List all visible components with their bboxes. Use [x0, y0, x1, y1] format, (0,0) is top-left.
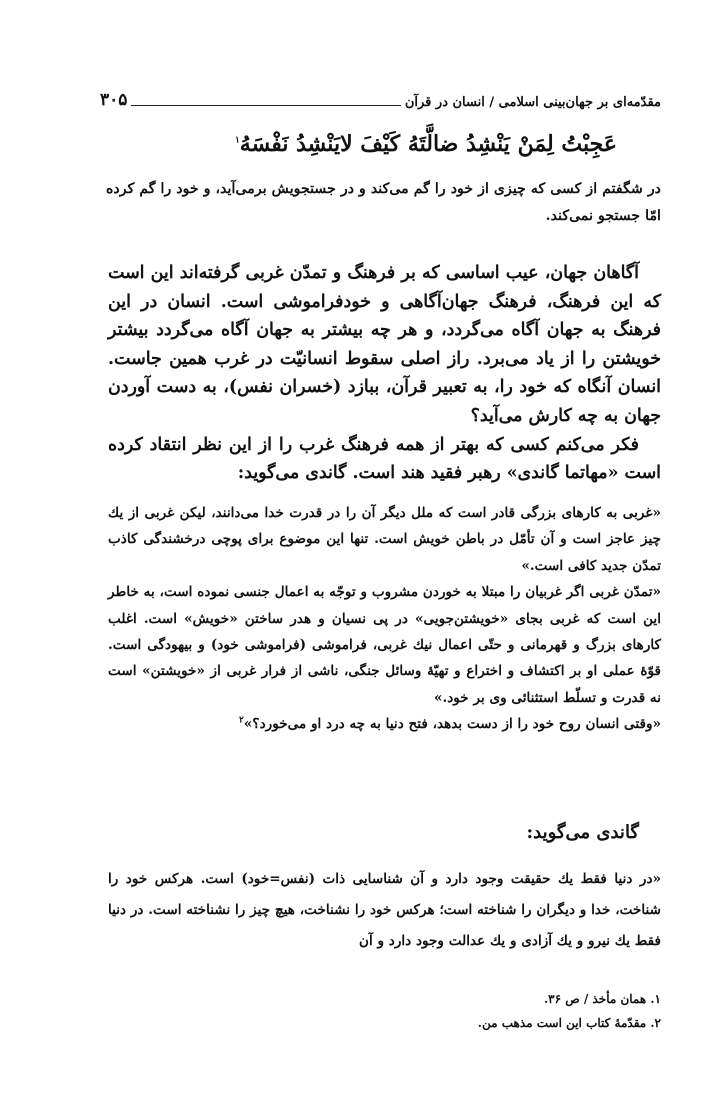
block-quote: «تمدّن غربی اگر غربیان را مبتلا به خوردن مشروب و توجّه به اعمال جنسی نموده است، به خاطر این است که غربی بجای «خویشتن‌جویی» در پی نسیان و هدر ساختن «خویش» است. اغلب کارهای بزرگ و قهرمانی و حتّی اعمال نیك غربی، فراموشی (فراموشی خود) و بیهودگی است. قوّهٔ عملی او بر اکتشاف و اختراع و تهیّهٔ وسائل جنگی، ناشی از فرار غربی از «خویشتن» است نه قدرت و تسلّط استثنائی وی بر خود.»: [108, 584, 661, 706]
gandhi-intro: [108, 818, 661, 848]
footnote: ۱. همان مأخذ / ص ۳۶.: [543, 992, 661, 1006]
header-rule: [131, 105, 400, 106]
footnote-mark-2: ۲: [239, 715, 244, 726]
paragraph: آگاهان جهان، عیب اساسی که بر فرهنگ و تمدّن غربی گرفته‌اند این است که این فرهنگ، فرهنگ جهان‌آگاهی و خودفراموشی است. انسان در این فرهنگ به جهان آگاه می‌گردد، و هر چه بیشتر به جهان آگاه می‌گردد بیشتر خویشتن را از یاد می‌برد. راز اصلی سقوط انسانیّت در غرب همین جاست. انسان آنگاه که خود را، به تعبیر قرآن، ببازد (خسران نفس)، به دست آوردن جهان به چه کارش می‌آید؟: [108, 263, 661, 426]
block-quote-text: «وقتی انسان روح خود را از دست بدهد، فتح دنیا به چه درد او می‌خورد؟»: [243, 716, 661, 733]
block-quote-last: [108, 711, 661, 737]
gandhi-second-quote: [108, 864, 661, 957]
arabic-quote: [120, 127, 617, 161]
main-body: [108, 259, 661, 488]
quote-translation: [106, 176, 661, 230]
gandhi-quotes-block: [108, 500, 661, 738]
arabic-quote-text: عَجِبْتُ لِمَنْ یَنْشِدُ ضالَّتَهُ کَیْفَ لایَنْشِدُ نَفْسَهُ: [239, 131, 617, 157]
running-title: مقدّمه‌ای بر جهان‌بینی اسلامی / انسان در قرآن: [404, 95, 661, 110]
running-header: [100, 88, 661, 110]
translation-text: در شگفتم از کسی که چیزی از خود را گم می‌کند و در جستجویش برمی‌آید، و خود را گم کرده امّا جستجو نمی‌کند.: [106, 181, 661, 224]
gandhi-intro-text: گاندی می‌گوید:: [526, 822, 639, 843]
paragraph: فکر می‌کنم کسی که بهتر از همه فرهنگ غرب را از این نظر انتقاد کرده است «مهاتما گاندی» رهبر فقید هند است. گاندی می‌گوید:: [108, 434, 661, 484]
block-quote: «غربی به کارهای بزرگی قادر است که ملل دیگر آن را در قدرت خدا می‌دانند، لیکن غربی از یك چیز عاجز است و آن تأمّل در باطن خویش است. تنها این موضوع برای پوچی درخشندگی کاذب تمدّن جدید کافی است.»: [108, 505, 661, 574]
footnote: ۲. مقدّمهٔ کتاب این است مذهب من.: [477, 1016, 661, 1030]
footnotes: [108, 987, 661, 1035]
footnote-mark-1: ۱: [234, 135, 240, 146]
block-quote: «در دنیا فقط یك حقیقت وجود دارد و آن شناسایی ذات (نفس=خود) است. هرکس خود را شناخت، خدا و دیگران را شناخته است؛ هرکس خود را نشناخت، هیچ چیز را نشناخته است. در دنیا فقط یك نیرو و یك آزادی و یك عدالت وجود دارد و آن: [108, 871, 661, 949]
page-number: ۳۰۵: [100, 90, 128, 110]
